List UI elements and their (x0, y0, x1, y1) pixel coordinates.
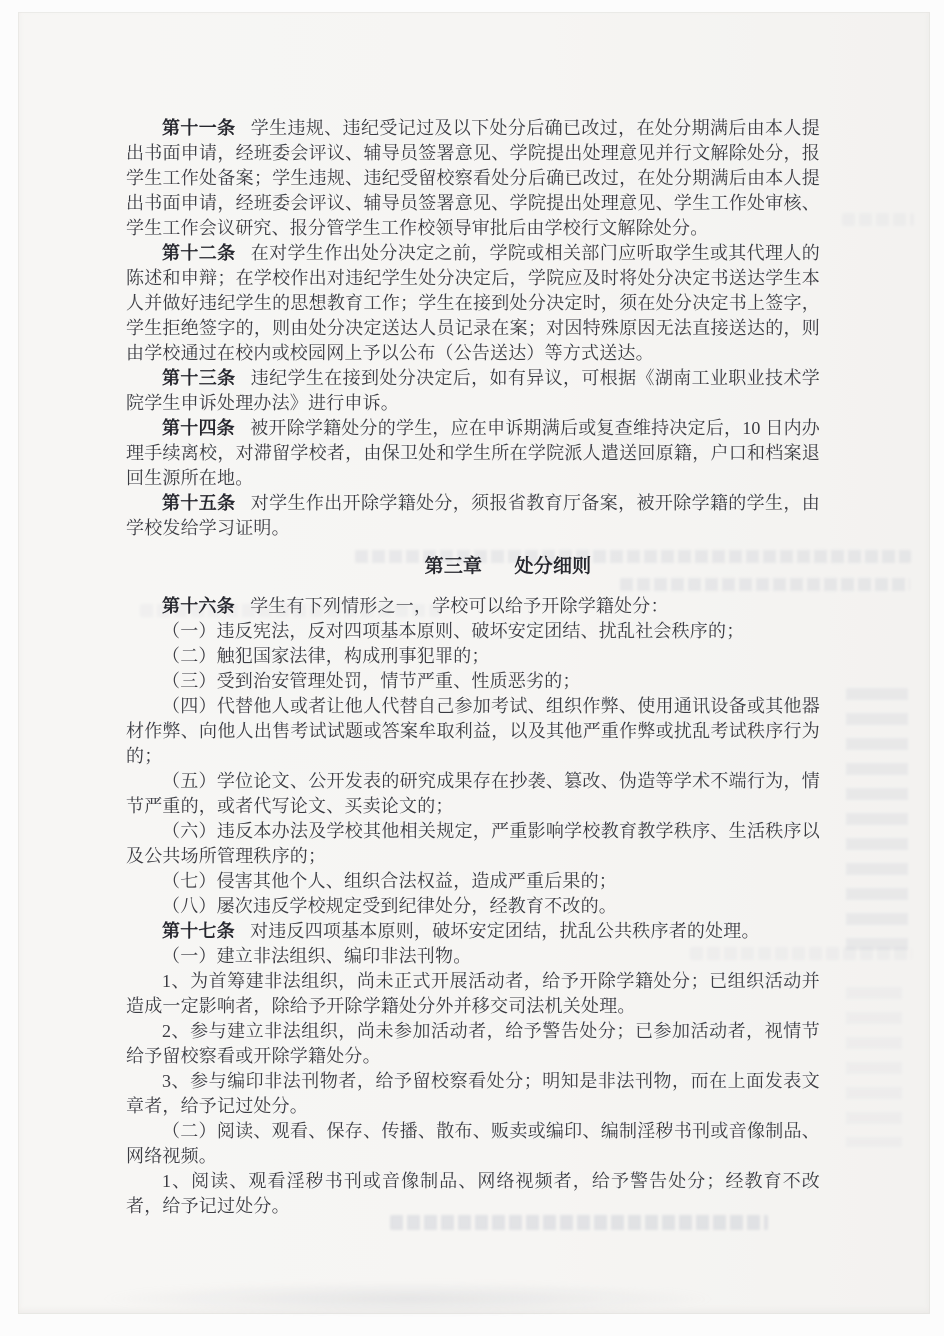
paragraph-text: （八）屡次违反学校规定受到纪律处分，经教育不改的。 (162, 896, 617, 916)
paragraph-text: （一）建立非法组织、编印非法刊物。 (162, 946, 472, 966)
article-paragraph (126, 919, 820, 944)
clause-paragraph (126, 944, 820, 969)
article-paragraph (126, 594, 820, 619)
paragraph-text: （六）违反本办法及学校其他相关规定，严重影响学校教育教学秩序、生活秩序以及公共场所管理秩序的； (126, 821, 820, 866)
clause-paragraph (126, 869, 820, 894)
article-paragraph (126, 366, 820, 416)
paragraph-text: 2、参与建立非法组织，尚未参加活动者，给予警告处分；已参加活动者，视情节给予留校察看或开除学籍处分。 (126, 1021, 820, 1066)
paragraph-text: 被开除学籍处分的学生，应在申诉期满后或复查维持决定后，10 日内办理手续离校，对滞留学校者，由保卫处和学生所在学院派人遣送回原籍，户口和档案退回生源所在地。 (126, 418, 820, 488)
paragraph-text: （五）学位论文、公开发表的研究成果存在抄袭、篡改、伪造等学术不端行为，情节严重的，或者代写论文、买卖论文的； (126, 771, 820, 816)
paragraph-text: 1、为首筹建非法组织，尚未正式开展活动者，给予开除学籍处分；已组织活动并造成一定影响者，除给予开除学籍处分外并移交司法机关处理。 (126, 971, 820, 1016)
chapter-title: 处分细则 (514, 556, 592, 577)
showthrough-ghost (842, 213, 914, 226)
article-paragraph (126, 491, 820, 541)
clause-paragraph (126, 1119, 820, 1169)
article-number: 第十五条 (162, 493, 236, 513)
paragraph-text: 学生违规、违纪受记过及以下处分后确已改过，在处分期满后由本人提出书面申请，经班委会评议、辅导员签署意见、学院提出处理意见并行文解除处分，报学生工作处备案；学生违规、违纪受留校察看处分后确已改过，在处分期满后由本人提出书面申请，经班委会评议、辅导员签署意见、学院提出处理意见、学生工作处审核、学生工作会议研究、报分管学生工作校领导审批后由学校行文解除处分。 (126, 118, 820, 238)
paragraph-text: （二）触犯国家法律，构成刑事犯罪的； (162, 646, 490, 666)
paragraph-text: 违纪学生在接到处分决定后，如有异议，可根据《湖南工业职业技术学院学生申诉处理办法》进行申诉。 (126, 368, 820, 413)
paragraph-text: 1、阅读、观看淫秽书刊或音像制品、网络视频者，给予警告处分；经教育不改者，给予记过处分。 (126, 1171, 820, 1216)
article-number: 第十一条 (162, 118, 236, 138)
article-number: 第十四条 (162, 418, 235, 438)
scan-smudge (98, 1282, 718, 1316)
paragraph-text: （三）受到治安管理处罚，情节严重、性质恶劣的； (162, 671, 581, 691)
clause-paragraph (126, 769, 820, 819)
article-number: 第十三条 (162, 368, 236, 388)
clause-paragraph (126, 894, 820, 919)
clause-paragraph (126, 1019, 820, 1069)
paragraph-text: 在对学生作出处分决定之前，学院或相关部门应听取学生或其代理人的陈述和申辩；在学校作出对违纪学生处分决定后，学院应及时将处分决定书送达学生本人并做好违纪学生的思想教育工作；学生在接到处分决定时，须在处分决定书上签字，学生拒绝签字的，则由处分决定送达人员记录在案；对因特殊原因无法直接送达的，则由学校通过在校内或校园网上予以公布（公告送达）等方式送达。 (126, 243, 820, 363)
clause-paragraph (126, 644, 820, 669)
paragraph-text: 对违反四项基本原则，破坏安定团结，扰乱公共秩序者的处理。 (250, 921, 760, 941)
paragraph-text: （七）侵害其他个人、组织合法权益，造成严重后果的； (162, 871, 617, 891)
article-number: 第十七条 (162, 921, 235, 941)
article-number: 第十二条 (162, 243, 236, 263)
article-paragraph (126, 241, 820, 366)
article-paragraph (126, 416, 820, 491)
scanned-page (18, 12, 930, 1314)
document-body (126, 116, 820, 1219)
clause-paragraph (126, 969, 820, 1019)
chapter-number: 第三章 (424, 556, 483, 577)
clause-paragraph (126, 694, 820, 769)
clause-paragraph (126, 669, 820, 694)
clause-paragraph (126, 619, 820, 644)
clause-paragraph (126, 1169, 820, 1219)
paragraph-text: 3、参与编印非法刊物者，给予留校察看处分；明知是非法刊物，而在上面发表文章者，给予记过处分。 (126, 1071, 820, 1116)
clause-paragraph (126, 819, 820, 869)
showthrough-ghost (846, 688, 908, 960)
paragraph-text: （二）阅读、观看、保存、传播、散布、贩卖或编印、编制淫秽书刊或音像制品、网络视频。 (126, 1121, 820, 1166)
chapter-heading (196, 554, 820, 579)
paragraph-text: （一）违反宪法，反对四项基本原则、破坏安定团结、扰乱社会秩序的； (162, 621, 745, 641)
paragraph-text: 学生有下列情形之一，学校可以给予开除学籍处分： (250, 596, 669, 616)
showthrough-ghost (846, 987, 902, 1147)
paragraph-text: 对学生作出开除学籍处分，须报省教育厅备案，被开除学籍的学生，由学校发给学习证明。 (126, 493, 820, 538)
clause-paragraph (126, 1069, 820, 1119)
article-number: 第十六条 (162, 596, 235, 616)
paragraph-text: （四）代替他人或者让他人代替自己参加考试、组织作弊、使用通讯设备或其他器材作弊、向他人出售考试试题或答案牟取利益，以及其他严重作弊或扰乱考试秩序行为的； (126, 696, 820, 766)
article-paragraph (126, 116, 820, 241)
